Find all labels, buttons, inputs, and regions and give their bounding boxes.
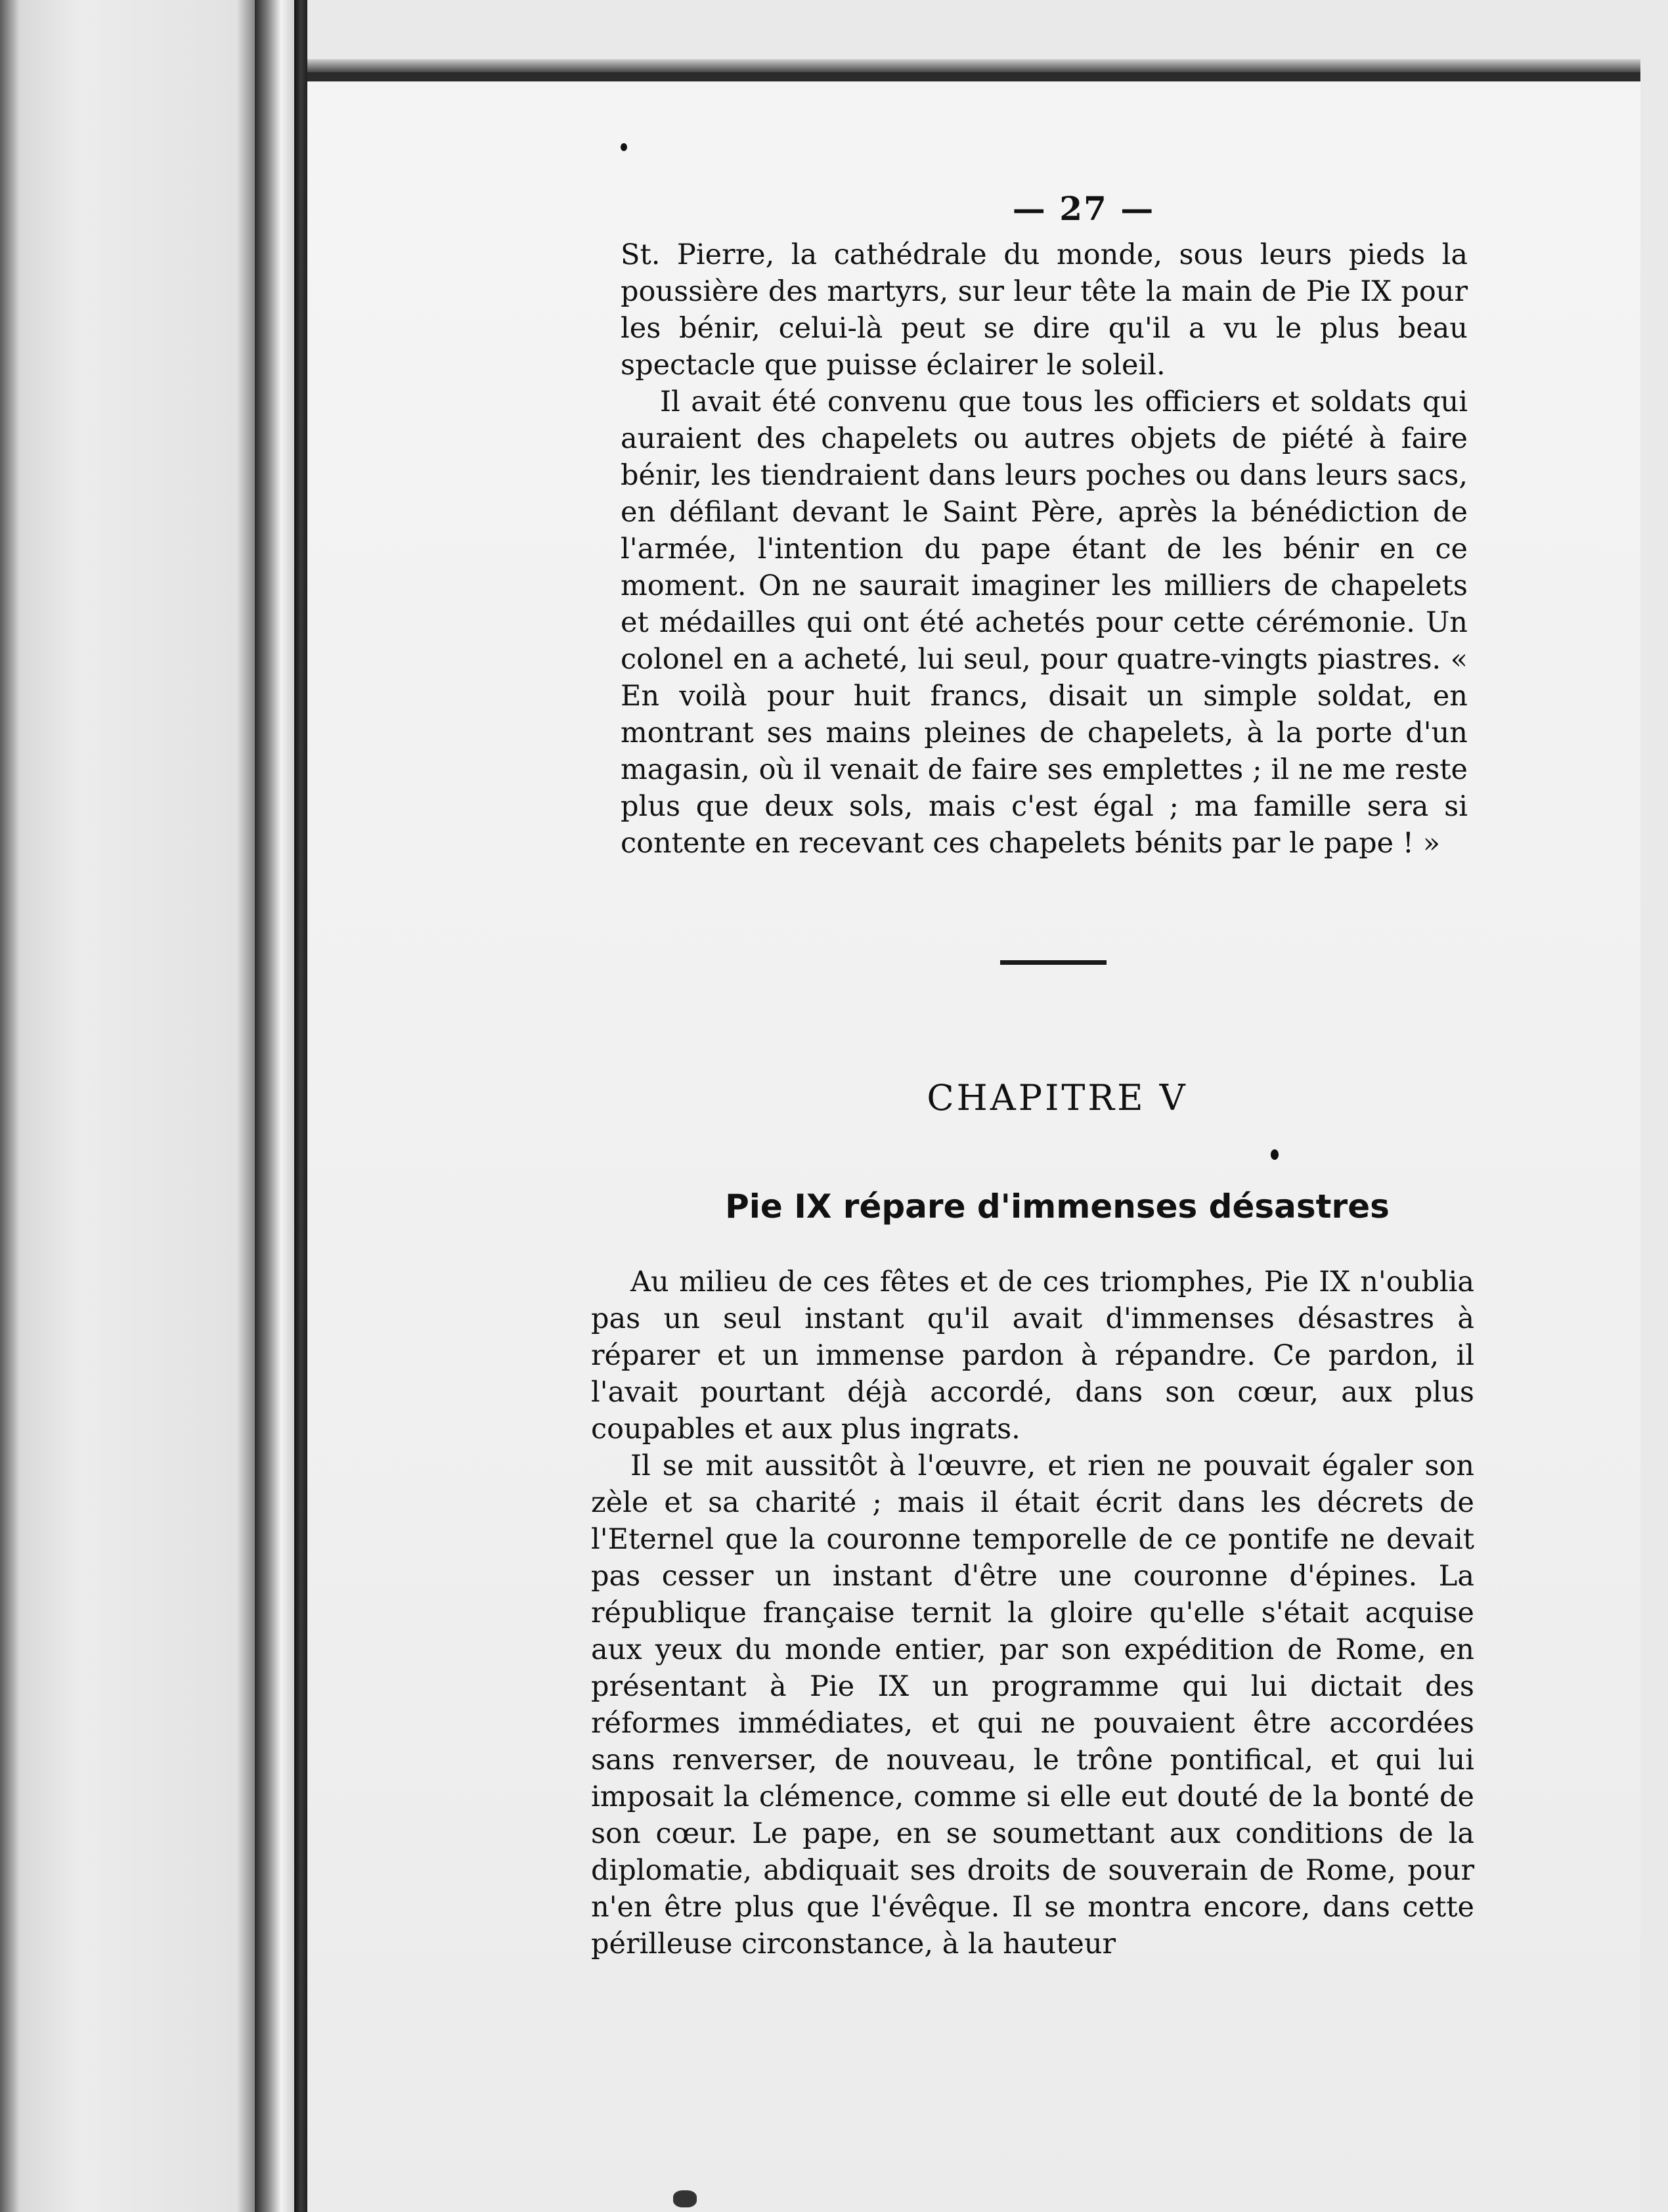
paragraph: Il avait été convenu que tous les officiers et soldats qui auraient des chapelets ou autres objets de piété à faire bénir, les tiendraient dans leurs poches ou dans leurs sacs, en défilant devant le Saint Père, après la bénédiction de l'armée, l'intention du pape étant de les bénir en ce moment. On ne saurait imaginer les milliers de chapelets et médailles qui ont été achetés pour cette cérémonie. Un colonel en a acheté, lui seul, pour quatre-vingts piastres. « En voilà pour huit francs, disait un simple soldat, en montrant ses mains pleines de chapelets, à la porte d'un magasin, où il venait de faire ses emplettes ; il ne me reste plus que deux sols, mais c'est égal ; ma famille sera si contente en recevant ces chapelets bénits par le pape ! » [621, 386, 1468, 860]
section-divider-rule [1000, 960, 1107, 965]
left-page-margin [255, 0, 294, 2212]
page-number: — 27 — [1012, 189, 1155, 228]
text-block-bottom [591, 1264, 1474, 1962]
scan-artifact-mark [673, 2190, 697, 2207]
ink-speck [1271, 1149, 1279, 1160]
book-spine-shadow [294, 0, 307, 2212]
ink-speck [621, 143, 627, 151]
paragraph: Au milieu de ces fêtes et de ces triomphes, Pie IX n'oublia pas un seul instant qu'il avait d'immenses désastres à réparer et un immense pardon à répandre. Ce pardon, il l'avait pourtant déjà accordé, dans son cœur, aux plus coupables et aux plus ingrats. [591, 1266, 1474, 1446]
left-page-edge [0, 0, 255, 2212]
section-title: Pie IX répare d'immenses désastres [725, 1187, 1390, 1226]
paragraph: Il se mit aussitôt à l'œuvre, et rien ne pouvait égaler son zèle et sa charité ; mais il était écrit dans les décrets de l'Eternel que la couronne temporelle de ce pontife ne devait pas cesser un instant d'être une couronne d'épines. La république française ternit la gloire qu'elle s'était acquise aux yeux du monde entier, par son expédition de Rome, en présentant à Pie IX un programme qui lui dictait des réformes immédiates, et qui ne pouvaient être accordées sans renverser, de nouveau, le trône pontifical, et qui lui imposait la clémence, comme si elle eut douté de la bonté de son cœur. Le pape, en se soumettant aux conditions de la diplomatie, abdiquait ses droits de souverain de Rome, pour n'en être plus que l'évêque. Il se montra encore, dans cette périlleuse circonstance, à la hauteur [591, 1449, 1474, 1960]
paragraph: St. Pierre, la cathédrale du monde, sous leurs pieds la poussière des martyrs, sur leur tête la main de Pie IX pour les bénir, celui-là peut se dire qu'il a vu le plus beau spectacle que puisse éclairer le soleil. [621, 238, 1468, 382]
chapter-title: CHAPITRE V [927, 1077, 1188, 1118]
text-block-top [621, 236, 1468, 862]
